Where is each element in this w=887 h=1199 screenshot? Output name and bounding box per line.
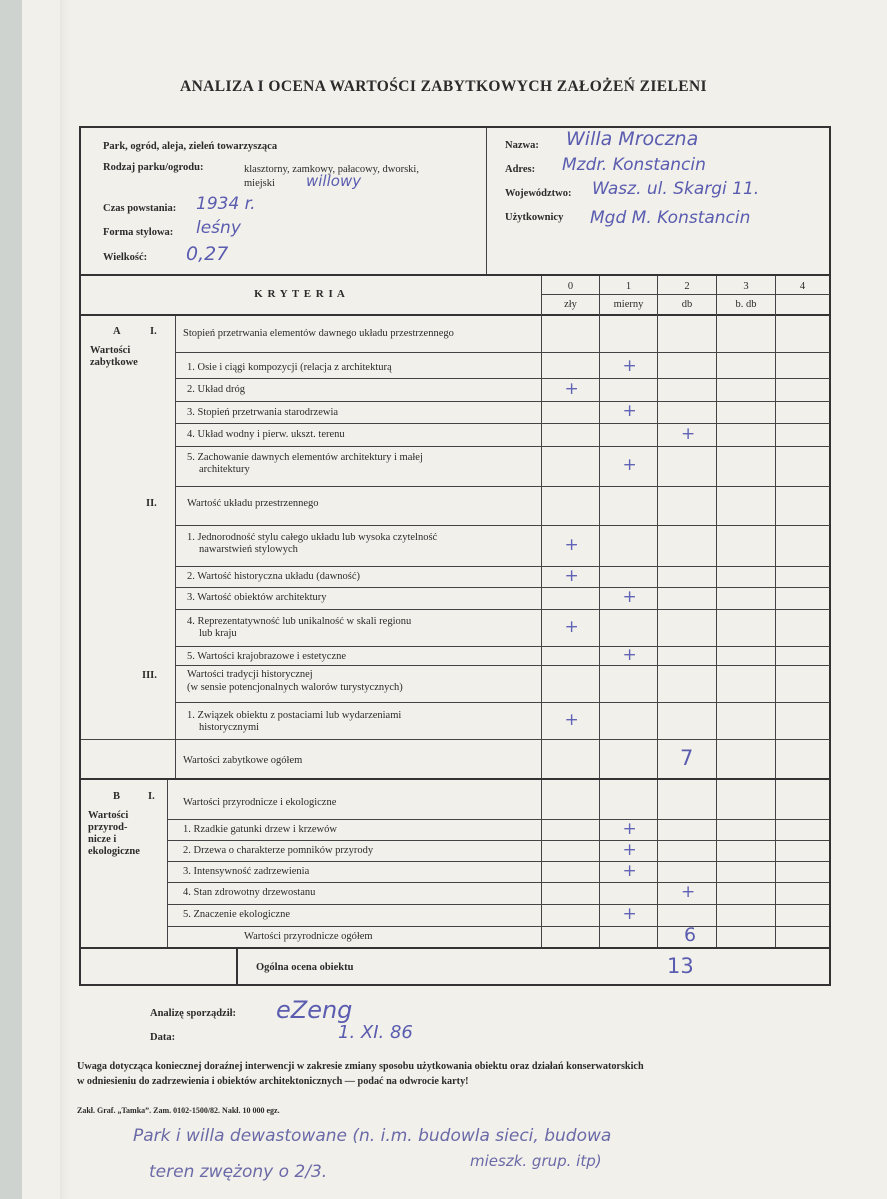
a-g2-mark-3: + (622, 587, 637, 607)
section-a-letter: A (113, 326, 121, 337)
b-mark-4: + (681, 882, 696, 902)
col-2-label: db (681, 299, 693, 310)
b-row-line-2 (167, 861, 829, 862)
a-g2-row-line-1 (175, 566, 830, 567)
a-g2-item-3: 3. Wartość obiektów architektury (187, 592, 327, 603)
a-g2-row-line-4 (175, 646, 830, 647)
col-2-number: 2 (684, 281, 690, 292)
a-g3-title-line (175, 702, 830, 703)
adres-label: Adres: (505, 164, 536, 175)
left-column-line-b (167, 780, 168, 948)
a-g1-row-line-4 (175, 446, 830, 447)
b-mark-2: + (622, 839, 637, 860)
b-total-value: 6 (684, 924, 697, 946)
col-0-number: 0 (567, 281, 574, 292)
wojewodztwo-label: Województwo: (505, 188, 572, 199)
rodzaj-options: klasztorny, zamkowy, pałacowy, dworski, (244, 164, 419, 175)
a-total-label: Wartości zabytkowe ogółem (183, 755, 303, 766)
b-g1-title: Wartości przyrodnicze i ekologiczne (183, 797, 337, 808)
col-1-label: mierny (613, 299, 644, 310)
col-3-number: 3 (743, 281, 749, 292)
overall-left-line (236, 947, 238, 986)
b-total-line (167, 926, 829, 927)
printer-info: Zakł. Graf. „Tamka”. Zam. 0102-1500/82. Nakł. 10 000 egz. (77, 1106, 280, 1115)
document-title: ANALIZA I OCENA WARTOŚCI ZABYTKOWYCH ZAŁOŻEŃ ZIELENI (179, 78, 707, 95)
b-mark-3: + (622, 860, 637, 881)
section-a-name-2: zabytkowe (90, 357, 138, 368)
a-g1-row-line-2 (175, 401, 830, 402)
rodzaj-label: Rodzaj parku/ogrodu: (103, 162, 204, 173)
section-a-ii-roman: II. (146, 498, 157, 509)
uzytkownicy-label: Użytkownicy (505, 212, 564, 223)
adres-value: Mzdr. Konstancin (562, 155, 706, 175)
col-1-number: 1 (625, 281, 632, 292)
section-a-name-1: Wartości (90, 345, 131, 356)
czas-label: Czas powstania: (103, 203, 177, 214)
a-g2-item-1-cont: nawarstwień stylowych (199, 544, 298, 555)
a-g2-title: Wartość układu przestrzennego (187, 498, 319, 509)
overall-label: Ogólna ocena obiektu (256, 962, 354, 973)
col-3-label: b. db (735, 299, 757, 310)
a-g1-item-4: 4. Układ wodny i pierw. ukszt. terenu (187, 429, 345, 440)
b-item-3: 3. Intensywność zadrzewienia (183, 866, 310, 877)
a-g2-row-line-3 (175, 609, 830, 610)
uwaga-line-2: w odniesieniu do zadrzewienia i obiektów architektonicznych — podać na odwrocie karty! (77, 1076, 469, 1087)
info-divider (486, 128, 487, 274)
b-g1-title-line (167, 819, 829, 820)
a-b-divider (81, 778, 829, 780)
b-row-line-4 (167, 904, 829, 905)
a-section-left-line (81, 739, 175, 740)
b-item-2: 2. Drzewa o charakterze pomników przyrody (183, 845, 374, 856)
a-g1-mark-1: + (622, 356, 637, 376)
uzytkownicy-value: Mgd M. Konstancin (590, 208, 751, 228)
col-line-2 (657, 276, 658, 949)
analize-label: Analizę sporządził: (150, 1008, 237, 1019)
section-b-name-3: nicze i (88, 834, 117, 845)
page-fold-shadow (60, 0, 70, 1199)
section-a-roman: I. (150, 326, 157, 337)
a-g3-title-2: (w sensie potencjonalnych walorów turystycznych) (187, 682, 403, 693)
a-g2-row-line-5 (175, 665, 830, 666)
b-row-line-3 (167, 882, 829, 883)
g1-title-line (175, 352, 830, 353)
b-row-line-1 (167, 840, 829, 841)
col-0-label: zły (564, 299, 577, 310)
b-item-4: 4. Stan zdrowotny drzewostanu (183, 887, 316, 898)
a-g1-item-3: 3. Stopień przetrwania starodrzewia (187, 407, 339, 418)
wielkosc-label: Wielkość: (103, 252, 148, 263)
forma-value: leśny (196, 218, 241, 238)
note-line-3: mieszk. grup. itp) (470, 1152, 602, 1170)
a-g2-mark-5: + (622, 644, 637, 665)
a-g1-item-5: 5. Zachowanie dawnych elementów architektury i małej (187, 452, 423, 463)
rodzaj-options-2: miejski (244, 178, 275, 189)
note-line-2: teren zwężony o 2/3. (149, 1162, 328, 1182)
nazwa-value: Willa Mroczna (566, 128, 699, 150)
a-g3-item-1-cont: historycznymi (199, 722, 260, 733)
data-label: Data: (150, 1032, 176, 1043)
a-g1-item-2: 2. Układ dróg (187, 384, 246, 395)
b-mark-1: + (622, 818, 637, 839)
header-mid-line (541, 294, 830, 295)
forma-label: Forma stylowa: (103, 227, 174, 238)
col-4-number: 4 (799, 281, 806, 292)
a-g2-item-1: 1. Jednorodność stylu całego układu lub wysoka czytelność (187, 532, 438, 543)
a-g1-row-line-1 (175, 378, 830, 379)
section-b-name-2: przyrod- (88, 822, 128, 833)
b-item-1: 1. Rzadkie gatunki drzew i krzewów (183, 824, 337, 835)
note-line-1: Park i willa dewastowane (n. i.m. budowla sieci, budowa (133, 1126, 612, 1146)
a-g1-mark-2: + (564, 378, 579, 399)
section-b-name-1: Wartości (88, 810, 129, 821)
analize-signature: eZeng (276, 996, 353, 1024)
b-item-5: 5. Znaczenie ekologiczne (183, 909, 290, 920)
a-g1-mark-5: + (622, 455, 637, 475)
nazwa-label: Nazwa: (505, 140, 539, 151)
a-g2-item-4: 4. Reprezentatywność lub unikalność w skali regionu (187, 616, 412, 627)
kryteria-heading: K R Y T E R I A (254, 288, 346, 300)
a-g3-title-1: Wartości tradycji historycznej (187, 669, 313, 680)
wojewodztwo-value: Wasz. ul. Skargi 11. (592, 179, 760, 199)
col-line-4 (775, 276, 776, 949)
a-g1-mark-4: + (681, 423, 696, 444)
a-g2-item-2: 2. Wartość historyczna układu (dawność) (187, 571, 361, 582)
a-g1-row-line-5 (175, 486, 830, 487)
a-g2-mark-1: + (564, 534, 579, 555)
section-b-roman: I. (148, 791, 155, 802)
col-line-0 (541, 276, 542, 949)
left-column-line (175, 316, 176, 778)
a-g1-item-1: 1. Osie i ciągi kompozycji (relacja z architekturą (187, 362, 392, 373)
a-total-value: 7 (680, 746, 694, 770)
data-value: 1. XI. 86 (338, 1022, 413, 1043)
a-g2-item-4-cont: lub kraju (199, 628, 237, 639)
b-total-label: Wartości przyrodnicze ogółem (244, 931, 373, 942)
a-g2-mark-4: + (564, 616, 579, 637)
a-g3-row-line (175, 739, 830, 740)
a-g1-row-line-3 (175, 423, 830, 424)
section-b-letter: B (113, 791, 121, 802)
rodzaj-value: willowy (306, 172, 362, 190)
a-g2-title-line (175, 525, 830, 526)
a-g2-item-5: 5. Wartości krajobrazowe i estetyczne (187, 651, 347, 662)
col-line-1 (599, 276, 600, 949)
a-g1-mark-3: + (622, 401, 637, 421)
criteria-table (79, 274, 831, 986)
a-g1-item-5-cont: architektury (199, 464, 250, 475)
a-g1-title: Stopień przetrwania elementów dawnego układu przestrzennego (183, 328, 454, 339)
a-g2-mark-2: + (564, 565, 579, 586)
b-mark-5: + (622, 904, 637, 924)
overall-value: 13 (667, 954, 694, 978)
a-g3-mark-1: + (564, 709, 579, 730)
park-label: Park, ogród, aleja, zieleń towarzysząca (103, 141, 278, 152)
a-g2-row-line-2 (175, 587, 830, 588)
section-b-name-4: ekologiczne (88, 846, 140, 857)
col-line-3 (716, 276, 717, 949)
wielkosc-value: 0,27 (186, 243, 229, 265)
a-g3-item-1: 1. Związek obiektu z postaciami lub wydarzeniami (187, 710, 402, 721)
czas-value: 1934 r. (196, 194, 256, 214)
uwaga-line-1: Uwaga dotycząca koniecznej doraźnej interwencji w zakresie zmiany sposobu użytkowania obiektu oraz działań konserwatorskich (77, 1061, 644, 1072)
section-a-iii-roman: III. (142, 670, 157, 681)
table-end-line (81, 947, 829, 949)
